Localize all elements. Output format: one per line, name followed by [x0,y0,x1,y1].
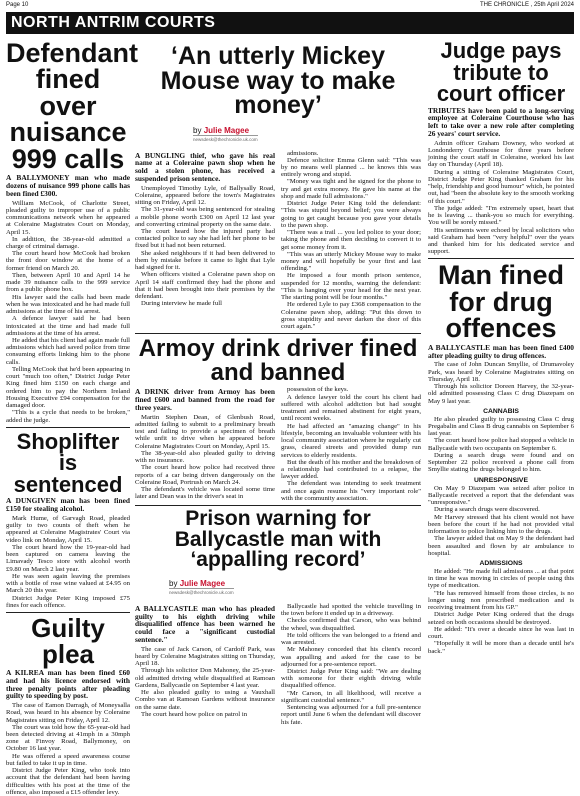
body-armoy-col1 [135,414,275,501]
paragraph: "Money was tight and he signed for the phone to try and get extra money. He gave his name at the shop and made full admissions." [281,178,421,200]
paragraph: During a search drugs were found and on September 22 police received a phone call from Smyllie stating the drugs belonged to him. [428,451,574,474]
paragraph: Mark Hume, of Garvagh Road, pleaded guilty to two counts of theft when he appeared at Coleraine Magistrates' Court via video link on Monday, April 15. [6,515,130,544]
paragraph: The court heard how the 19-year-old had been captured on camera leaving the Limavady Tesco store with alcohol worth £9.80 on March 2 last year. [6,543,130,573]
paragraph: Checks confirmed that Carson, who was behind the wheel, was disqualified. [281,617,421,632]
headline-drug-offences: Man fined for drug offences [438,260,564,344]
paragraph: The court was told how the 65-year-old had been detected driving at 41mph in a 30mph zone at Finvoy Road, Ballymoney, on October 16 last year. [6,723,130,753]
paragraph: The court heard how police on patrol in [141,710,248,718]
byline-author: by Julie Magee [169,578,226,588]
center-column [135,40,421,730]
paragraph: Mr Harvey stressed that his client would not have been before the court if he had not provided vital information to police linking him to the drugs. [428,513,574,536]
left-column [6,38,139,796]
body-shoplifter [6,515,130,609]
lead-shoplifter: A DUNGIVEN man has been fined £150 for stealing alcohol. [6,496,130,514]
headline-armoy-drink-driver: Armoy drink driver fined and banned [138,335,418,386]
paragraph: During a search drugs were discovered. [434,506,540,514]
paragraph: He added: "He made full admissions ... at that point in time he was moving in circles of people using this type of medication. [428,567,574,590]
subhead-admissions: ADMISSIONS [479,559,523,567]
headline-prison-warning: Prison warning for Ballycastle man with ‘appalling record’ [174,507,382,572]
byline-photo [151,120,187,148]
paragraph: District Judge Peter King, who took into account that the defendant had been having difficulties with his post at the time of the offence, also imposed a £15 offender levy. [6,767,130,796]
paragraph: When officers visited a Coleraine pawn shop on April 14 staff confirmed they had the phone and that it had been brought into their premises by the defendant. [135,271,275,301]
paragraph: The defendant was intending to seek treatment and once again resume his "very important role" with the community association. [281,480,421,502]
lead-judge-tribute: TRIBUTES have been paid to a long-serving employee at Coleraine Courthouse who has left to take over a new role after completing 26 years' court service. [428,105,574,138]
paragraph: Sentencing was adjourned for a full pre-sentence report until June 6 when the defendant will discover his fate. [281,704,421,726]
paragraph: The court heard how McCook had broken the front door window at the home of a former friend on March 20. [6,250,130,272]
body-drug-intro [428,361,574,404]
paragraph: District Judge Peter King said: "We are dealing with someone for their eighth driving while disqualified offence. [281,667,421,690]
paragraph: Admin officer Graham Downey, who worked at Londonderry Courthouse for three years before joining the court staff in Coleraine, worked his last day on Thursday (April 18). [428,139,574,169]
divider [135,333,421,334]
paragraph: During interview he made full [141,300,222,308]
paragraph: admissions. [287,149,319,157]
lead-armoy-drink-driver: A DRINK driver from Armoy has been fined £600 and banned from the road for three years. [135,387,275,412]
paragraph: Mr Mahoney conceded that his client's record was appalling and asked for the case to be adjourned for a pre-sentence report. [281,646,421,668]
body-drug-cannabis [428,416,574,474]
paragraph: His sentiments were echoed by local solicitors who said Graham had been "very helpful" over the years and thanked him for his dedicated service and support. [428,226,574,256]
paragraph: He was offered a speed awareness course but failed to take it up in time. [6,752,130,767]
paragraph: "There was a trail ... you led police to your door; taking the phone and then deciding to convert it to get some money from it. [281,229,421,251]
paragraph: She asked neighbours if it had been delivered to them by mistake before it came to light that Lyle had signed for it. [135,249,275,272]
paragraph: Unemployed Timothy Lyle, of Ballysally Road, Coleraine, appeared before the town's Magistrates sitting on Friday, April 12. [135,184,275,207]
paragraph: Telling McCook that he'd been appearing in court "much too often," District Judge Peter King fined him £150 on each charge and ordered him to pay the Northern Ireland Housing Executive £94 compensation for the damaged door. [6,365,130,410]
headline-shoplifter: Shoplifter is sentenced [13,428,123,497]
headline-judge-tribute: Judge pays tribute to court officer [436,38,566,107]
byline [151,120,421,148]
paragraph: Ballycastle had spotted the vehicle travelling in the town before it ended up in a driveway. [281,602,421,618]
lead-drug-offences: A BALLYCASTLE man has been fined £400 after pleading guilty to drug offences. [428,342,574,360]
paper-date: THE CHRONICLE , 25th April 2024 [479,2,574,8]
headline-mickey-mouse: ‘An utterly Mickey Mouse way to make money’ [160,42,396,119]
paragraph: The case of John Duncan Smyllie, of Drumavoley Park, was heard by Coleraine Magistrates sitting on Thursday, April 18. [428,361,574,383]
paragraph: He told officers the van belonged to a friend and was arrested. [281,631,421,647]
body-prison-col2 [281,603,421,726]
lead-mickey-mouse: A BUNGLING thief, who gave his real name at a Coleraine pawn shop when he sold a stolen phone, has received a suspended prison sentence. [135,150,275,183]
paragraph: "Hopefully it will be more than a decade until he's back." [428,640,574,655]
paragraph: He also pleaded guilty to using a Vauxhall Combo van at Ramoan Gardens without insurance on the same date. [135,689,275,711]
paragraph: He was seen again leaving the premises with a bottle of rose wine valued at £4.95 on March 20 this year. [6,572,130,595]
body-mickey-mouse-col1 [135,185,275,308]
lead-guilty-plea: A KILREA man has been fined £60 and had his licence endorsed with three penalty points after pleading guilty to speeding by post. [6,667,130,701]
paragraph: He ordered Lyle to pay £368 compensation to the Coleraine pawn shop, adding: "Put this down to gross stupidity and never darken the door of this court again." [281,301,421,331]
paragraph: Through his solicitor Don Mahoney, the 25-year-old admitted driving while disqualified at Ramoan Gardens, Ballycastle on September 4 last year. [135,667,275,689]
divider [6,427,130,428]
paragraph: Martin Stephen Dean, of Glenbush Road, admitted failing to submit to a preliminary breath test and failing to provide a specimen of breath while unfit to drive when he appeared before Coleraine Magistrates Court on Monday, April 15. [135,413,275,450]
paragraph: The lawyer added that on May 9 the defendant had been assaulted and flown by air ambulance to hospital. [428,535,574,557]
paragraph: The court heard how police had stopped a vehicle in Ballycastle with two occupants on September 6. [428,437,574,452]
headline-nuisance-calls: Defendant fined over nuisance 999 calls [6,38,139,174]
paragraph: Defence solicitor Emma Glenn said: "This was by no means well planned ... he knows this was entirely wrong and stupid. [281,156,421,179]
paragraph: possession of the keys. [287,386,349,394]
paragraph: District Judge Peter King ordered that the drugs seized on both occasions should be destroyed. [428,611,574,626]
body-mickey-mouse-col2 [281,150,421,331]
paragraph: The court heard how the injured party had contacted police to say she had left her phone to be fixed but it had not been returned. [135,227,275,250]
paragraph: The judge added: "I'm extremely upset, heart that he is leaving ... thank-you so much for everything. You will be sorely missed." [428,204,574,227]
body-nuisance-calls [6,200,130,424]
paragraph: A defence lawyer told the court his client had suffered with alcohol addiction but had sought treatment and remained abstinent for eight years, until recent weeks. [281,393,421,423]
paragraph: On May 9 Diazepam was seized after police in Ballycastle received a report that the defendant was "unresponsive." [428,484,574,507]
right-column [428,40,574,730]
byline [135,573,421,601]
paragraph: The 38-year-old also pleaded guilty to driving with no insurance. [135,449,275,465]
paragraph: He added: "It's over a decade since he was last in court. [428,625,574,641]
section-banner: NORTH ANTRIM COURTS [6,12,574,34]
body-guilty-plea [6,702,130,796]
paragraph: "This was an utterly Mickey Mouse way to make money and will hopefully be your first and last offending." [281,250,421,273]
byline-author: by Julie Magee [193,125,250,135]
divider [428,258,574,259]
paragraph: The court heard how police had received three reports of a car being driven dangerously on the Coleraine Road, Portrush on March 24. [135,464,275,486]
paragraph: District Judge Peter King told the defendant: "This was stupid beyond belief; you were always going to get caught because you gave your details to the pawn shop. [281,200,421,229]
paragraph: A defence lawyer said he had been intoxicated at the time and had made full admissions at the time of his arrest. [6,315,130,337]
body-drug-unresponsive [428,485,574,557]
lead-nuisance-calls: A BALLYMONEY man who made dozens of nuisance 999 phone calls has been fined £300. [6,173,130,198]
headline-guilty-plea: Guilty plea [31,613,105,669]
byline-email: newsdesk@thechronicle.uk.com [169,589,234,595]
body-judge-tribute [428,140,574,256]
body-prison-col1 [135,646,275,718]
paragraph: "He has removed himself from those circles, is no longer using non prescribed medication and is receiving treatment from his GP." [428,589,574,612]
body-drug-admissions [428,568,574,655]
paragraph: The defendant's vehicle was located some time later and Dean was in the driver's seat in [135,486,275,501]
lead-prison-warning: A BALLYCASTLE man who has pleaded guilty to his eighth driving while disqualified offence has been warned he could face a "significant custodial sentence." [135,603,275,644]
paragraph: He imposed a four month prison sentence, suspended for 12 months, warning the defendant: "This is hanging over your head for the next year. The starting point will be four months." [281,272,421,302]
paragraph: District Judge Peter King imposed £75 fines for each offence. [6,594,130,609]
paragraph: During a sitting of Coleraine Magistrates Court, District Judge Peter King thanked Graham for his "help, friendship and good humour" which, he pointed out, had "been the absolute key to the smooth working of this court." [428,168,574,205]
paragraph: The case of Eamon Darragh, of Moneysalla Road, was heard in his absence by Coleraine Magistrates sitting on Friday, April 12. [6,702,130,724]
paragraph: Through his solicitor Doreen Harvey, the 32-year-old admitted possessing Class C drug Diazepam on May 9 last year. [428,383,574,405]
paragraph: But the death of his mother and the breakdown of a relationship had contributed to a relapse, the lawyer added. [281,458,421,481]
paragraph: "This is a cycle that needs to be broken," added the judge. [6,409,130,424]
paragraph: The 31-year-old was being sentenced for stealing a mobile phone worth £300 on April 12 last year and converting criminal property on the same date. [135,206,275,228]
subhead-unresponsive: UNRESPONSIVE [473,476,528,484]
page-number: Page 10 [6,2,29,8]
paragraph: "Mr Carson, in all likelihood, will receive a significant custodial sentence." [281,689,421,704]
paragraph: He added that his client had again made full admissions which had saved police from time consuming efforts linking him to the phone calls. [6,337,130,366]
page-header-strip [6,2,574,11]
byline-email: newsdesk@thechronicle.uk.com [193,136,258,142]
paragraph: Then, between April 10 and April 14 he made 39 nuisance calls to the 999 service from a public phone box. [6,271,130,294]
paragraph: He had affected an "amazing change" in his lifestyle, becoming an invaluable volunteer with his local community association where he regularly cut grass, cleared streets and provided dump run services to elderly residents. [281,422,421,459]
body-armoy-col2 [281,386,421,502]
paragraph: The case of Jack Carson, of Cardoff Park, was heard by Coleraine Magistrates sitting on Thursday, April 18. [135,645,275,668]
paragraph: In addition, the 38-year-old admitted a charge of criminal damage. [6,235,130,250]
divider [135,505,421,506]
byline-photo [135,573,163,601]
paragraph: He also pleaded guilty to possessing Class C drug Pregabalin and Class B drug cannabis on September 6 last year. [428,415,574,438]
paragraph: William McCook, of Charlotte Street, pleaded guilty to improper use of a public communications network when he appeared at Coleraine Magistrates Court on Monday, April 15. [6,199,130,236]
paragraph: His lawyer said the calls had been made when he was intoxicated and he had made full admissions at the time of his arrest. [6,293,130,316]
subhead-cannabis: CANNABIS [483,407,519,415]
